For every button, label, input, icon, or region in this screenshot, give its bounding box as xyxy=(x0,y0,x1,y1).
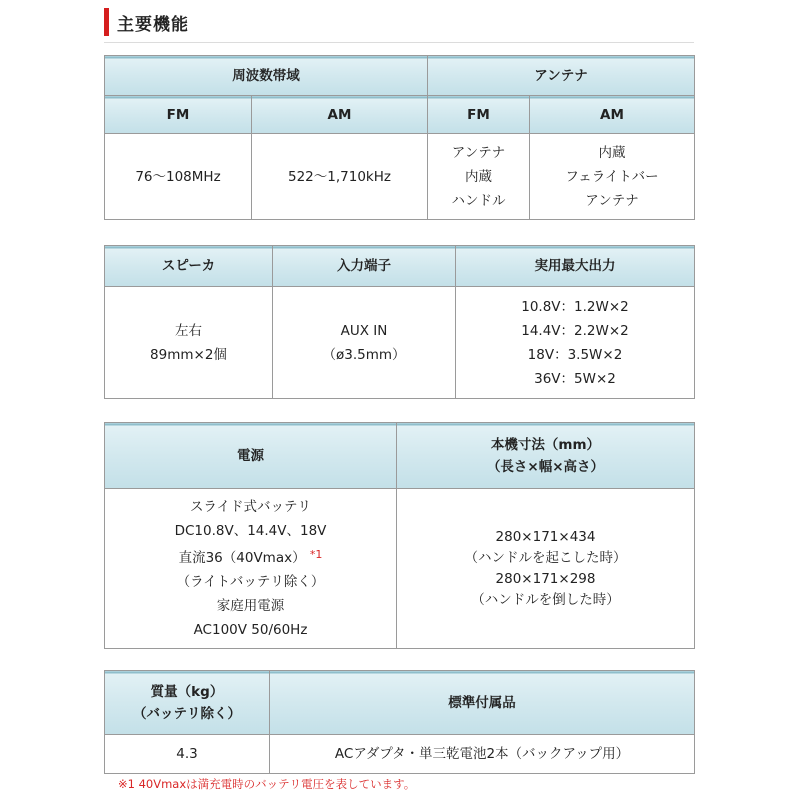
input-line: AUX IN xyxy=(340,322,388,339)
am-antenna-line: アンテナ xyxy=(585,192,639,209)
dimensions-line: 280×171×434 xyxy=(495,528,596,545)
cell-input xyxy=(273,287,456,399)
power-line: （ライトバッテリ除く） xyxy=(176,574,325,590)
power-line: スライド式バッテリ xyxy=(189,499,312,515)
am-antenna-line: 内蔵 xyxy=(598,144,626,161)
weight-accessories-table xyxy=(104,670,695,774)
weight-header-line: 質量（kg） xyxy=(150,683,224,700)
output-line: 10.8V：1.2W×2 xyxy=(521,298,629,315)
power-line: DC10.8V、14.4V、18V xyxy=(174,523,327,539)
dimensions-header-line: （長さ×幅×高さ） xyxy=(486,458,605,475)
header-input-terminal: 入力端子 xyxy=(273,246,456,287)
cell-fm-antenna xyxy=(428,134,530,220)
dimensions-line: 280×171×298 xyxy=(495,570,596,587)
header-weight xyxy=(105,671,270,735)
header-antenna-fm: FM xyxy=(428,96,530,134)
power-line: 家庭用電源 xyxy=(216,598,285,614)
output-line: 36V：5W×2 xyxy=(534,370,616,387)
power-line-text: 直流36（40Vmax） xyxy=(178,550,306,566)
cell-dimensions xyxy=(397,489,695,649)
footnote: ※1 40Vmaxは満充電時のバッテリ電圧を表しています。 xyxy=(118,777,416,791)
header-freq-am: AM xyxy=(252,96,428,134)
frequency-antenna-table xyxy=(104,55,695,220)
power-line xyxy=(109,543,392,570)
cell-weight: 4.3 xyxy=(105,735,270,774)
output-line: 14.4V：2.2W×2 xyxy=(521,322,629,339)
cell-speaker xyxy=(105,287,273,399)
header-accessories: 標準付属品 xyxy=(270,671,695,735)
header-antenna: アンテナ xyxy=(428,56,695,96)
input-line: （ø3.5mm） xyxy=(322,346,406,363)
cell-output xyxy=(456,287,695,399)
header-frequency-band: 周波数帯域 xyxy=(105,56,428,96)
page-title: 主要機能 xyxy=(117,14,189,35)
speaker-line: 89mm×2個 xyxy=(150,346,227,363)
power-dimensions-table xyxy=(104,422,695,649)
header-dimensions xyxy=(397,423,695,489)
fm-antenna-line: ハンドル xyxy=(451,192,506,209)
fm-antenna-line: 内蔵 xyxy=(465,168,492,185)
title-divider xyxy=(104,42,694,43)
speaker-output-table xyxy=(104,245,695,399)
footnote-marker: *1 xyxy=(309,548,323,561)
cell-fm-frequency: 76～108MHz xyxy=(105,134,252,220)
cell-am-frequency: 522～1,710kHz xyxy=(252,134,428,220)
fm-antenna-line: アンテナ xyxy=(451,144,506,161)
header-max-output: 実用最大出力 xyxy=(456,246,695,287)
dimensions-header-line: 本機寸法（mm） xyxy=(490,436,601,453)
cell-power xyxy=(105,489,397,649)
title-accent-bar xyxy=(104,8,109,36)
header-freq-fm: FM xyxy=(105,96,252,134)
cell-am-antenna xyxy=(530,134,695,220)
dimensions-line: （ハンドルを倒した時） xyxy=(471,591,620,608)
section-title xyxy=(104,8,189,36)
speaker-line: 左右 xyxy=(175,322,202,339)
header-antenna-am: AM xyxy=(530,96,695,134)
cell-accessories: ACアダプタ・単三乾電池2本（バックアップ用） xyxy=(270,735,695,774)
header-speaker: スピーカ xyxy=(105,246,273,287)
am-antenna-line: フェライトバー xyxy=(565,168,659,185)
power-line: AC100V 50/60Hz xyxy=(193,622,308,638)
weight-header-line: （バッテリ除く） xyxy=(133,705,241,722)
header-power: 電源 xyxy=(105,423,397,489)
output-line: 18V：3.5W×2 xyxy=(527,346,623,363)
dimensions-line: （ハンドルを起こした時） xyxy=(464,549,627,566)
